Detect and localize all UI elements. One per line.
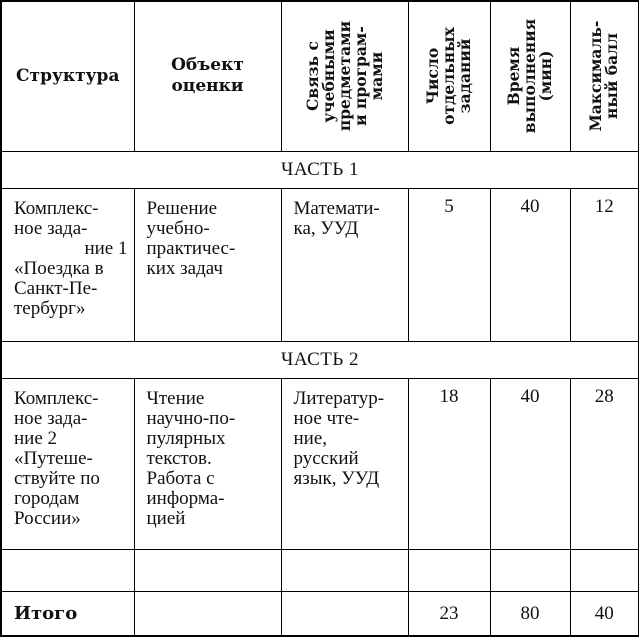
header-link bbox=[281, 1, 408, 151]
header-time-line1: Время bbox=[504, 47, 523, 106]
header-count-line3: заданий bbox=[455, 39, 474, 114]
part2-structure-line7: России» bbox=[14, 508, 81, 530]
part1-time: 40 bbox=[490, 189, 570, 342]
part2-max: 28 bbox=[570, 379, 639, 550]
header-object-line2: оценки bbox=[171, 76, 244, 97]
part2-structure-line6: городам bbox=[14, 488, 80, 510]
total-max: 40 bbox=[570, 592, 639, 636]
part2-object-line7: цией bbox=[146, 508, 186, 530]
header-time-line3: (мин) bbox=[536, 50, 555, 102]
total-empty-2 bbox=[281, 592, 408, 636]
empty-cell-5 bbox=[490, 550, 570, 592]
header-object-line1: Объект bbox=[171, 55, 244, 76]
header-object bbox=[134, 1, 281, 151]
empty-cell-4 bbox=[408, 550, 490, 592]
part1-structure-line2: ное зада- bbox=[14, 218, 88, 240]
total-empty-1 bbox=[134, 592, 281, 636]
empty-cell-6 bbox=[570, 550, 639, 592]
header-link-line1: Связь с bbox=[302, 41, 322, 112]
header-count-line1: Число bbox=[423, 48, 442, 105]
part2-structure-line5: ствуйте по bbox=[14, 468, 100, 490]
part1-header-row bbox=[1, 151, 639, 188]
part1-structure-line6: тербург» bbox=[14, 298, 86, 320]
empty-cell-1 bbox=[1, 550, 134, 592]
part2-structure-line3: ние 2 bbox=[14, 428, 58, 450]
part2-link bbox=[281, 379, 408, 550]
part1-object-line4: ких задач bbox=[146, 258, 223, 280]
header-max-line2: ный балл bbox=[602, 33, 622, 120]
header-link-line2: учебными bbox=[318, 29, 338, 124]
part2-link-line2: ное чте- bbox=[293, 408, 360, 430]
part1-count: 5 bbox=[408, 189, 490, 342]
part2-object-line2: научно-по- bbox=[146, 408, 236, 430]
header-count bbox=[408, 1, 490, 151]
part2-link-line5: язык, УУД bbox=[293, 468, 380, 490]
part2-object bbox=[134, 379, 281, 550]
header-link-line5: мами bbox=[366, 52, 386, 101]
part2-object-line1: Чтение bbox=[146, 388, 205, 410]
part1-max: 12 bbox=[570, 189, 639, 342]
part1-link-line2: ка, УУД bbox=[293, 218, 359, 240]
part2-time: 40 bbox=[490, 379, 570, 550]
empty-cell-2 bbox=[134, 550, 281, 592]
total-time: 80 bbox=[490, 592, 570, 636]
header-time bbox=[490, 1, 570, 151]
part2-header-row bbox=[1, 341, 639, 378]
part2-link-line1: Литератур- bbox=[293, 388, 385, 410]
part2-link-line3: ние, bbox=[293, 428, 328, 450]
header-time-line2: выполнения bbox=[520, 19, 539, 134]
part1-title: ЧАСТЬ 1 bbox=[1, 151, 639, 188]
header-time-text bbox=[506, 19, 554, 133]
header-max bbox=[570, 1, 639, 151]
part1-row bbox=[1, 189, 639, 342]
header-max-line1: Максималь- bbox=[586, 21, 606, 132]
header-row bbox=[1, 1, 639, 151]
part1-link-line1: Математи- bbox=[293, 198, 380, 220]
empty-row bbox=[1, 550, 639, 592]
header-link-line3: предметами bbox=[334, 21, 354, 132]
total-row bbox=[1, 592, 639, 636]
part2-count: 18 bbox=[408, 379, 490, 550]
part1-object-line3: практичес- bbox=[146, 238, 236, 260]
part2-title: ЧАСТЬ 2 bbox=[1, 341, 639, 378]
header-count-text bbox=[425, 28, 473, 126]
part1-link bbox=[281, 189, 408, 342]
header-structure: Структура bbox=[1, 1, 134, 151]
header-link-text bbox=[302, 21, 386, 132]
part2-structure-line1: Комплекс- bbox=[14, 388, 99, 410]
total-count: 23 bbox=[408, 592, 490, 636]
part2-structure bbox=[1, 379, 134, 550]
part1-object-line2: учебно- bbox=[146, 218, 210, 240]
total-label: Итого bbox=[1, 592, 134, 636]
empty-cell-3 bbox=[281, 550, 408, 592]
header-count-line2: отдельных bbox=[439, 27, 458, 126]
part2-object-line3: пулярных bbox=[146, 428, 226, 450]
part2-row bbox=[1, 379, 639, 550]
header-max-text bbox=[588, 21, 620, 132]
part2-object-line4: текстов. bbox=[146, 448, 212, 470]
part2-link-line4: русский bbox=[293, 448, 359, 470]
part1-object bbox=[134, 189, 281, 342]
part2-object-line5: Работа с bbox=[146, 468, 215, 490]
part2-structure-line4: «Путеше- bbox=[14, 448, 93, 470]
part1-structure-line4: «Поездка в bbox=[14, 258, 104, 280]
part1-object-line1: Решение bbox=[146, 198, 218, 220]
part1-structure bbox=[1, 189, 134, 342]
part1-structure-line3: ние 1 bbox=[84, 238, 128, 260]
part2-object-line6: информа- bbox=[146, 488, 225, 510]
part1-structure-line5: Санкт-Пе- bbox=[14, 278, 98, 300]
header-link-line4: и програм- bbox=[350, 26, 370, 127]
part2-structure-line2: ное зада- bbox=[14, 408, 88, 430]
part1-structure-line1: Комплекс- bbox=[14, 198, 99, 220]
